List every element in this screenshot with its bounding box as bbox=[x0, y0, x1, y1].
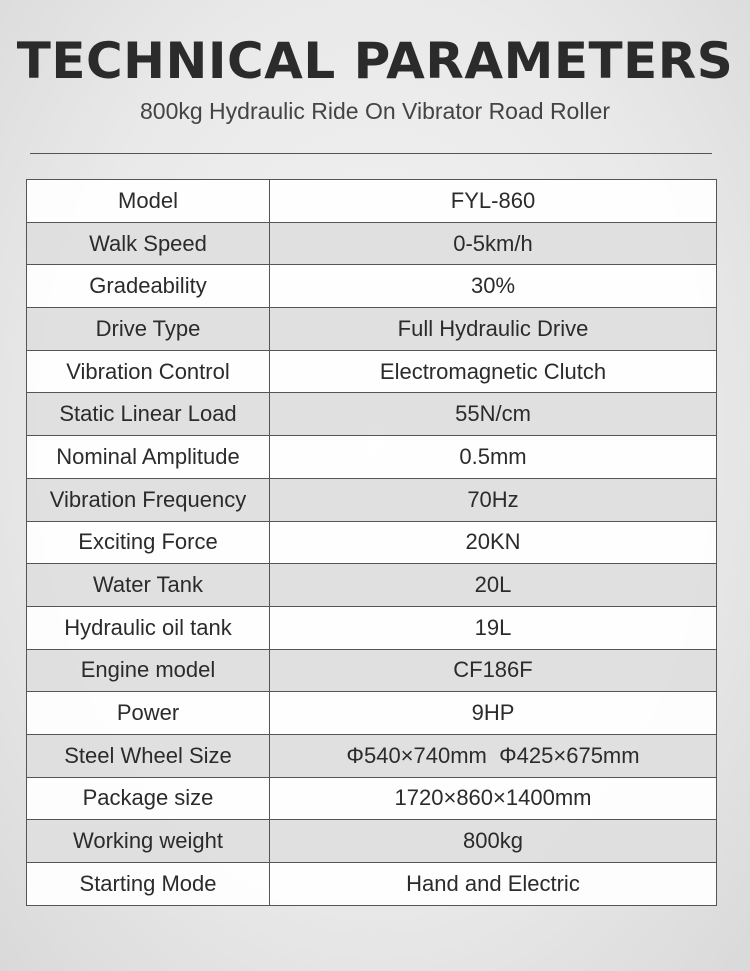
param-value: 20L bbox=[270, 564, 717, 607]
table-row bbox=[27, 350, 717, 393]
param-label: Water Tank bbox=[27, 564, 270, 607]
title-divider bbox=[30, 153, 712, 154]
param-label: Drive Type bbox=[27, 308, 270, 351]
param-label: Walk Speed bbox=[27, 222, 270, 265]
param-value: 800kg bbox=[270, 820, 717, 863]
param-label: Engine model bbox=[27, 649, 270, 692]
param-label: Starting Mode bbox=[27, 863, 270, 906]
param-label: Nominal Amplitude bbox=[27, 436, 270, 479]
param-label: Working weight bbox=[27, 820, 270, 863]
table-row bbox=[27, 777, 717, 820]
table-row bbox=[27, 393, 717, 436]
table-row bbox=[27, 692, 717, 735]
param-value: Electromagnetic Clutch bbox=[270, 350, 717, 393]
param-value: 9HP bbox=[270, 692, 717, 735]
table-row bbox=[27, 649, 717, 692]
page-title: TECHNICAL PARAMETERS bbox=[16, 32, 734, 90]
param-label: Hydraulic oil tank bbox=[27, 606, 270, 649]
table-row bbox=[27, 436, 717, 479]
param-label: Steel Wheel Size bbox=[27, 734, 270, 777]
table-row bbox=[27, 222, 717, 265]
param-value: 20KN bbox=[270, 521, 717, 564]
param-value: 55N/cm bbox=[270, 393, 717, 436]
table-row bbox=[27, 863, 717, 906]
param-value: 1720×860×1400mm bbox=[270, 777, 717, 820]
param-label: Gradeability bbox=[27, 265, 270, 308]
table-row bbox=[27, 265, 717, 308]
table-row bbox=[27, 478, 717, 521]
table-row bbox=[27, 606, 717, 649]
param-value: 30% bbox=[270, 265, 717, 308]
param-label: Vibration Control bbox=[27, 350, 270, 393]
table-row bbox=[27, 820, 717, 863]
param-value: FYL-860 bbox=[270, 180, 717, 223]
table-row bbox=[27, 521, 717, 564]
param-value: CF186F bbox=[270, 649, 717, 692]
param-value: 0-5km/h bbox=[270, 222, 717, 265]
param-value: 0.5mm bbox=[270, 436, 717, 479]
param-label: Static Linear Load bbox=[27, 393, 270, 436]
param-label: Exciting Force bbox=[27, 521, 270, 564]
param-value: Φ540×740mm Φ425×675mm bbox=[270, 734, 717, 777]
param-label: Vibration Frequency bbox=[27, 478, 270, 521]
table-row bbox=[27, 564, 717, 607]
table-row bbox=[27, 180, 717, 223]
page-subtitle: 800kg Hydraulic Ride On Vibrator Road Roller bbox=[139, 98, 611, 124]
param-label: Power bbox=[27, 692, 270, 735]
table-row bbox=[27, 734, 717, 777]
param-value: Hand and Electric bbox=[270, 863, 717, 906]
param-label: Model bbox=[27, 180, 270, 223]
parameters-table bbox=[26, 179, 717, 906]
param-value: 70Hz bbox=[270, 478, 717, 521]
param-label: Package size bbox=[27, 777, 270, 820]
param-value: Full Hydraulic Drive bbox=[270, 308, 717, 351]
param-value: 19L bbox=[270, 606, 717, 649]
table-row bbox=[27, 308, 717, 351]
